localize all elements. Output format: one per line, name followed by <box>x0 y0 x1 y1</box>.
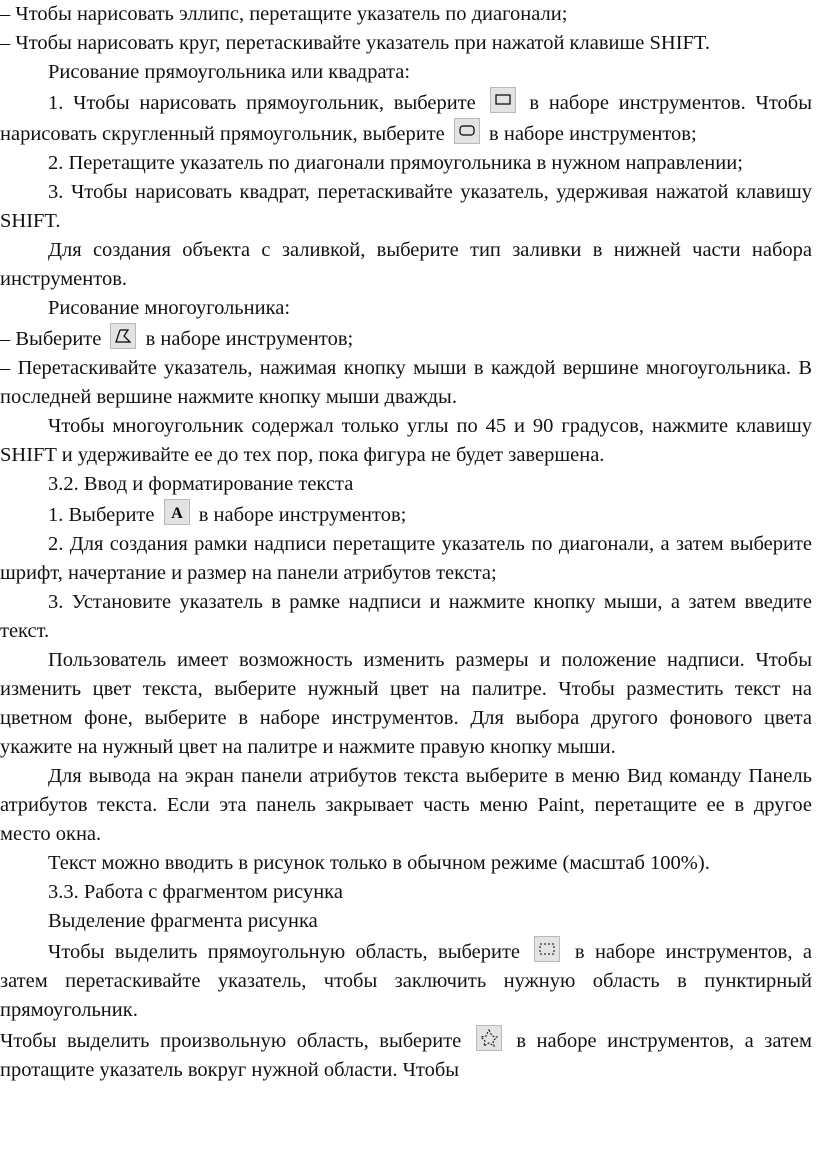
paragraph-rectangle-step-1 <box>0 87 816 149</box>
text-fragment: Чтобы выделить произвольную область, выберите <box>0 1030 472 1052</box>
section-heading-fragment: 3.3. Работа с фрагментом рисунка <box>48 881 343 903</box>
text-fragment: в наборе инструментов; <box>193 504 407 526</box>
text-tool-icon <box>164 499 190 525</box>
text-fragment: 1. Чтобы нарисовать прямоугольник, выберите <box>48 92 486 114</box>
polygon-tool-icon <box>110 323 136 349</box>
paragraph-ellipse: – Чтобы нарисовать эллипс, перетащите указатель по диагонали; <box>0 3 568 25</box>
heading-selection: Выделение фрагмента рисунка <box>48 910 318 932</box>
text-fragment: 1. Выберите <box>48 504 160 526</box>
paragraph-text-zoom: Текст можно вводить в рисунок только в обычном режиме (масштаб 100%). <box>48 852 710 874</box>
paragraph-circle: – Чтобы нарисовать круг, перетаскивайте указатель при нажатой клавише SHIFT. <box>0 32 711 54</box>
text-fragment: – Выберите <box>0 328 107 350</box>
svg-text:A: A <box>170 505 183 522</box>
paragraph-polygon-select <box>0 323 816 354</box>
heading-polygon: Рисование многоугольника: <box>48 297 291 319</box>
rectangle-tool-icon <box>490 87 516 113</box>
paragraph-rectangle-step-2: 2. Перетащите указатель по диагонали прямоугольника в нужном направлении; <box>48 152 743 174</box>
free-form-select-tool-icon <box>476 1025 502 1051</box>
select-tool-icon <box>534 936 560 962</box>
text-fragment: в наборе инструментов; <box>483 123 697 145</box>
paragraph-select-rectangle <box>0 936 816 1025</box>
paragraph-rectangle-step-3: 3. Чтобы нарисовать квадрат, перетаскивайте указатель, удерживая нажатой клавишу SHIFT. <box>0 181 812 232</box>
paragraph-text-attributes: Для вывода на экран панели атрибутов текста выберите в меню Вид команду Панель атрибутов текста. Если эта панель закрывает часть меню Paint, перетащите ее в другое место окна. <box>0 765 812 845</box>
text-fragment: Чтобы выделить прямоугольную область, выберите <box>48 941 531 963</box>
section-heading-text: 3.2. Ввод и форматирование текста <box>48 473 354 495</box>
text-fragment: в наборе инструментов. Чтобы нарисовать скругленный прямоугольник, выберите <box>0 92 812 145</box>
paragraph-text-step-2: 2. Для создания рамки надписи перетащите указатель по диагонали, а затем выберите шрифт, начертание и размер на панели атрибутов текста; <box>0 533 812 584</box>
text-fragment: в наборе инструментов, а затем перетаскивайте указатель, чтобы заключить нужную область в пунктирный прямоугольник. <box>0 941 813 1021</box>
paragraph-select-freeform <box>0 1025 816 1085</box>
heading-rectangle: Рисование прямоугольника или квадрата: <box>48 61 411 83</box>
paragraph-text-step-3: 3. Установите указатель в рамке надписи и нажмите кнопку мыши, а затем введите текст. <box>0 591 812 642</box>
paragraph-fill: Для создания объекта с заливкой, выберите тип заливки в нижней части набора инструментов. <box>0 239 812 290</box>
text-fragment: в наборе инструментов, а затем протащите указатель вокруг нужной области. Чтобы <box>0 1030 812 1081</box>
rounded-rectangle-tool-icon <box>454 118 480 144</box>
paragraph-polygon-drag: – Перетаскивайте указатель, нажимая кнопку мыши в каждой вершине многоугольника. В последней вершине нажмите кнопку мыши дважды. <box>0 357 812 408</box>
paragraph-text-resize: Пользователь имеет возможность изменить размеры и положение надписи. Чтобы изменить цвет текста, выберите нужный цвет на палитре. Чтобы разместить текст на цветном фоне, выберите в наборе инструментов. Для выбора другого фонового цвета укажите на нужный цвет на палитре и нажмите правую кнопку мыши. <box>0 649 812 758</box>
text-fragment: в наборе инструментов; <box>140 328 354 350</box>
paragraph-text-step-1 <box>0 499 816 530</box>
paragraph-polygon-shift: Чтобы многоугольник содержал только углы по 45 и 90 градусов, нажмите клавишу SHIFT и удерживайте ее до тех пор, пока фигура не будет завершена. <box>0 415 812 466</box>
